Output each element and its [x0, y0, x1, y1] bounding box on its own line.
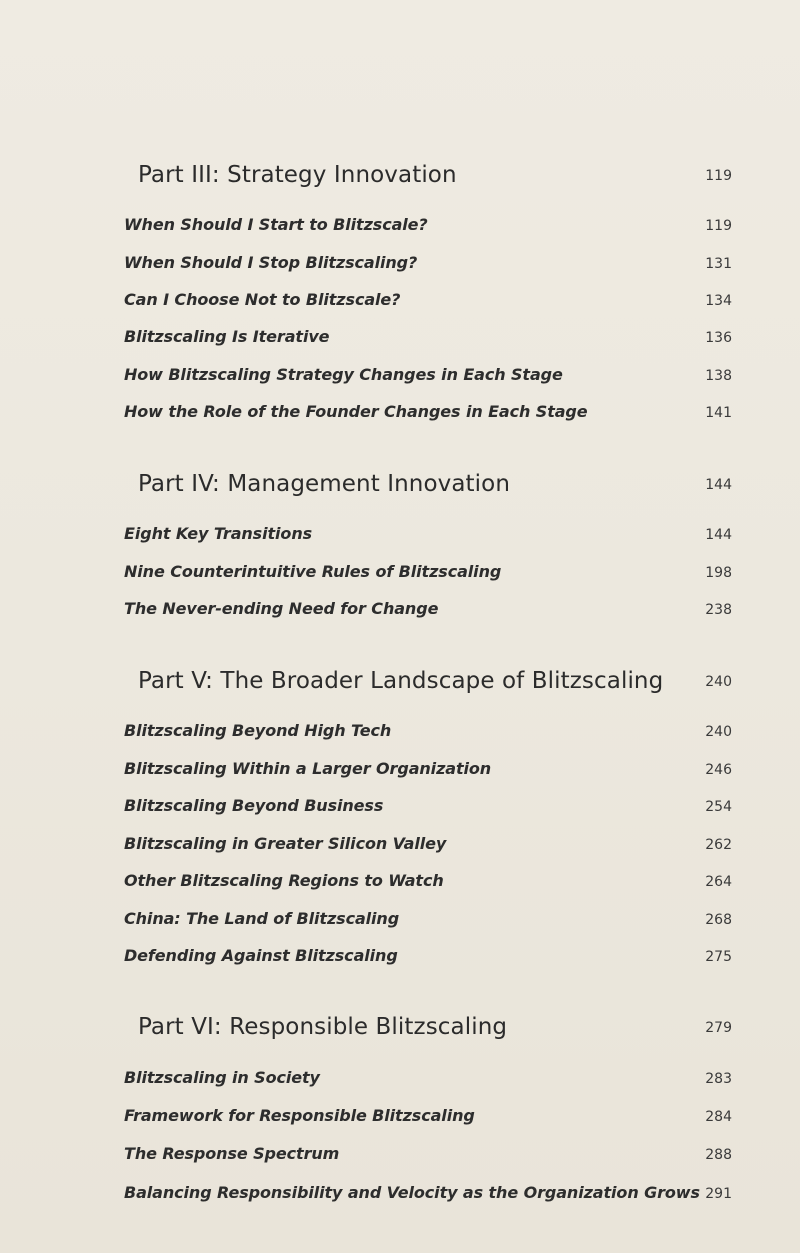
toc-entry	[124, 524, 732, 550]
entry-title: How Blitzscaling Strategy Changes in Each Stage	[124, 365, 563, 384]
entry-page-number: 144	[705, 527, 732, 543]
entry-title: Blitzscaling Beyond High Tech	[124, 721, 392, 740]
entry-title: Blitzscaling in Society	[124, 1068, 320, 1087]
toc-entry	[124, 796, 732, 822]
toc-entry	[124, 721, 732, 747]
toc-entry	[124, 871, 732, 897]
toc-entry	[124, 402, 732, 428]
entry-title: How the Role of the Founder Changes in Each Stage	[124, 402, 588, 421]
part-heading	[138, 162, 732, 202]
entry-title: The Never-ending Need for Change	[124, 599, 439, 618]
part-title: Part III: Strategy Innovation	[138, 162, 457, 188]
part-page-number: 144	[705, 477, 732, 493]
entry-page-number: 119	[705, 218, 732, 234]
entry-title: Framework for Responsible Blitzscaling	[124, 1106, 475, 1125]
toc-entry	[124, 1068, 732, 1094]
entry-title: The Response Spectrum	[124, 1144, 340, 1163]
entry-title: Blitzscaling Is Iterative	[124, 327, 330, 346]
entry-page-number: 268	[705, 912, 732, 928]
toc-entry	[124, 215, 732, 241]
entry-page-number: 275	[705, 949, 732, 965]
entry-title: Balancing Responsibility and Velocity as the Organization Grows	[124, 1183, 700, 1202]
toc-entry	[124, 327, 732, 353]
part-title: Part VI: Responsible Blitzscaling	[138, 1014, 508, 1040]
part-heading	[138, 668, 732, 708]
entry-page-number: 134	[705, 293, 732, 309]
entry-title: Nine Counterintuitive Rules of Blitzscaling	[124, 562, 502, 581]
part-page-number: 279	[705, 1020, 732, 1036]
toc-entry	[124, 562, 732, 588]
toc-entry	[124, 834, 732, 860]
entry-title: Defending Against Blitzscaling	[124, 946, 398, 965]
toc-entry	[124, 1183, 732, 1209]
entry-page-number: 198	[705, 565, 732, 581]
entry-title: When Should I Start to Blitzscale?	[124, 215, 428, 234]
part-title: Part IV: Management Innovation	[138, 471, 511, 497]
toc-entry	[124, 1106, 732, 1132]
toc-entry	[124, 365, 732, 391]
part-heading	[138, 471, 732, 511]
entry-page-number: 288	[705, 1147, 732, 1163]
entry-page-number: 131	[705, 256, 732, 272]
entry-title: Blitzscaling in Greater Silicon Valley	[124, 834, 447, 853]
entry-title: China: The Land of Blitzscaling	[124, 909, 400, 928]
toc-entry	[124, 909, 732, 935]
entry-page-number: 246	[705, 762, 732, 778]
entry-page-number: 264	[705, 874, 732, 890]
toc-entry	[124, 599, 732, 625]
part-page-number: 240	[705, 674, 732, 690]
entry-title: When Should I Stop Blitzscaling?	[124, 253, 418, 272]
toc-entry	[124, 946, 732, 972]
entry-page-number: 254	[705, 799, 732, 815]
entry-title: Blitzscaling Within a Larger Organization	[124, 759, 492, 778]
entry-page-number: 240	[705, 724, 732, 740]
entry-title: Blitzscaling Beyond Business	[124, 796, 384, 815]
entry-page-number: 141	[705, 405, 732, 421]
toc-entry	[124, 1144, 732, 1170]
entry-page-number: 262	[705, 837, 732, 853]
toc-entry	[124, 290, 732, 316]
entry-page-number: 291	[705, 1186, 732, 1202]
entry-title: Eight Key Transitions	[124, 524, 313, 543]
toc-entry	[124, 253, 732, 279]
entry-page-number: 238	[705, 602, 732, 618]
entry-page-number: 136	[705, 330, 732, 346]
entry-page-number: 284	[705, 1109, 732, 1125]
part-page-number: 119	[705, 168, 732, 184]
entry-page-number: 138	[705, 368, 732, 384]
entry-page-number: 283	[705, 1071, 732, 1087]
entry-title: Can I Choose Not to Blitzscale?	[124, 290, 401, 309]
part-heading	[138, 1014, 732, 1054]
toc-entry	[124, 759, 732, 785]
part-title: Part V: The Broader Landscape of Blitzscaling	[138, 668, 664, 694]
entry-title: Other Blitzscaling Regions to Watch	[124, 871, 444, 890]
